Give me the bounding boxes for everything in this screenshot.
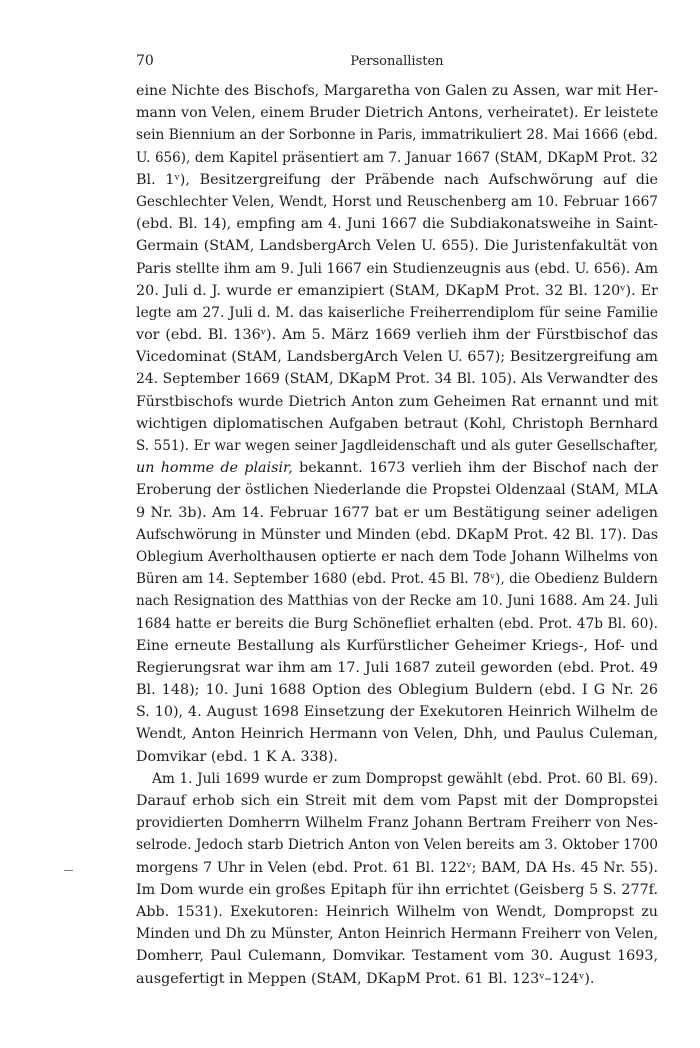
text-line: U. 656), dem Kapitel präsentiert am 7. Januar 1667 (StAM, DKapM Prot. 32 xyxy=(136,149,658,166)
text-line: nach Resignation des Matthias von der Recke am 10. Juni 1688. Am 24. Juli xyxy=(136,593,658,610)
page-number: 70 xyxy=(136,53,154,69)
text-line: un homme de plaisir, bekannt. 1673 verlieh ihm der Bischof nach der xyxy=(136,460,658,477)
text-line: 1684 hatte er bereits die Burg Schönefliet erhalten (ebd. Prot. 47b Bl. 60). xyxy=(136,615,658,632)
body-text xyxy=(136,80,658,990)
text-line: Bl. 148); 10. Juni 1688 Option des Oblegium Buldern (ebd. I G Nr. 26 xyxy=(136,682,658,699)
text-line: eine Nichte des Bischofs, Margaretha von Galen zu Assen, war mit Her- xyxy=(136,83,658,99)
text-line: morgens 7 Uhr in Velen (ebd. Prot. 61 Bl. 122ᵛ; BAM, DA Hs. 45 Nr. 55). xyxy=(136,859,658,876)
margin-mark xyxy=(64,870,73,871)
text-line: Wendt, Anton Heinrich Hermann von Velen, Dhh, und Paulus Culeman, xyxy=(136,726,658,743)
text-line: Domherr, Paul Culemann, Domvikar. Testament vom 30. August 1693, xyxy=(136,948,658,965)
text-line: 20. Juli d. J. wurde er emanzipiert (StAM, DKapM Prot. 32 Bl. 120ᵛ). Er xyxy=(136,282,658,299)
text-line: Im Dom wurde ein großes Epitaph für ihn errichtet (Geisberg 5 S. 277f. xyxy=(136,881,658,898)
text-line: mann von Velen, einem Bruder Dietrich Antons, verheiratet). Er leistete xyxy=(136,105,658,122)
running-title: Personallisten xyxy=(350,54,444,69)
text-line: Darauf erhob sich ein Streit mit dem vom Papst mit der Dompropstei xyxy=(136,793,658,809)
text-line: sein Biennium an der Sorbonne in Paris, immatrikuliert 28. Mai 1666 (ebd. xyxy=(136,127,658,144)
text-line: Am 1. Juli 1699 wurde er zum Dompropst gewählt (ebd. Prot. 60 Bl. 69). xyxy=(152,770,658,787)
text-line: Oblegium Averholthausen optierte er nach dem Tode Johann Wilhelms von xyxy=(136,548,658,565)
text-line: S. 551). Er war wegen seiner Jagdleidenschaft und als guter Gesellschafter, xyxy=(136,438,658,454)
text-line: Domvikar (ebd. 1 K A. 338). xyxy=(136,748,338,765)
text-line: 9 Nr. 3b). Am 14. Februar 1677 bat er um Bestätigung seiner adeligen xyxy=(136,504,658,521)
text-line: selrode. Jedoch starb Dietrich Anton von Velen bereits am 3. Oktober 1700 xyxy=(136,837,658,854)
text-line: S. 10), 4. August 1698 Einsetzung der Exekutoren Heinrich Wilhelm de xyxy=(136,704,658,721)
text-line: (ebd. Bl. 14), empfing am 4. Juni 1667 die Subdiakonatsweihe in Saint- xyxy=(136,216,658,233)
text-line: Abb. 1531). Exekutoren: Heinrich Wilhelm von Wendt, Dompropst zu xyxy=(136,903,658,920)
text-line: Germain (StAM, LandsbergArch Velen U. 655). Die Juristenfakultät von xyxy=(136,238,658,255)
page-header xyxy=(136,53,658,75)
text-line: Regierungsrat war ihm am 17. Juli 1687 zuteil geworden (ebd. Prot. 49 xyxy=(136,659,658,676)
text-line: vor (ebd. Bl. 136ᵛ). Am 5. März 1669 verlieh ihm der Fürstbischof das xyxy=(136,327,658,344)
text-line: wichtigen diplomatischen Aufgaben betraut (Kohl, Christoph Bernhard xyxy=(136,415,658,432)
text-line: 24. September 1669 (StAM, DKapM Prot. 34 Bl. 105). Als Verwandter des xyxy=(136,371,658,388)
text-line: legte am 27. Juli d. M. das kaiserliche Freiherrendiplom für seine Familie xyxy=(136,304,658,321)
text-line: Eroberung der östlichen Niederlande die Propstei Oldenzaal (StAM, MLA xyxy=(136,482,658,499)
text-line: Paris stellte ihm am 9. Juli 1667 ein Studienzeugnis aus (ebd. U. 656). Am xyxy=(136,260,658,277)
text-line: Büren am 14. September 1680 (ebd. Prot. 45 Bl. 78ᵛ), die Obedienz Buldern xyxy=(136,571,658,588)
text-line: Bl. 1ᵛ), Besitzergreifung der Präbende nach Aufschwörung auf die xyxy=(136,171,658,188)
text-line: Vicedominat (StAM, LandsbergArch Velen U. 657); Besitzergreifung am xyxy=(136,349,658,366)
text-line: Eine erneute Bestallung als Kurfürstlicher Geheimer Kriegs-, Hof- und xyxy=(136,637,658,654)
text-line: Aufschwörung in Münster und Minden (ebd. DKapM Prot. 42 Bl. 17). Das xyxy=(136,526,658,543)
text-line: providierten Domherrn Wilhelm Franz Johann Bertram Freiherr von Nes- xyxy=(136,815,658,832)
text-line: Geschlechter Velen, Wendt, Horst und Reuschenberg am 10. Februar 1667 xyxy=(136,193,658,210)
text-line: Fürstbischofs wurde Dietrich Anton zum Geheimen Rat ernannt und mit xyxy=(136,393,658,410)
text-line: Minden und Dh zu Münster, Anton Heinrich Hermann Freiherr von Velen, xyxy=(136,926,658,943)
text-line: ausgefertigt in Meppen (StAM, DKapM Prot. 61 Bl. 123ᵛ–124ᵛ). xyxy=(136,970,595,987)
